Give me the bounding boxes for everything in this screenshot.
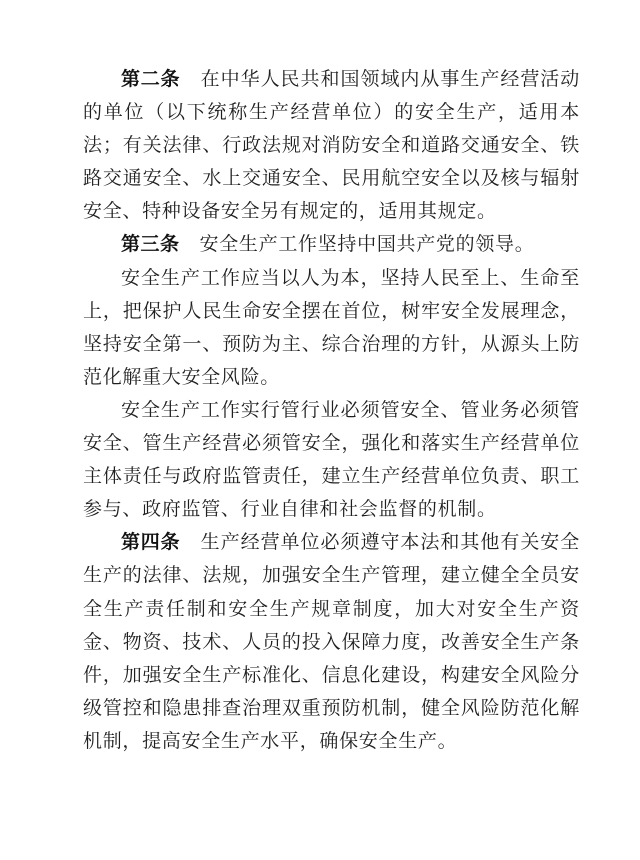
article-number: 第四条 — [121, 531, 181, 554]
article-number: 第三条 — [121, 233, 180, 256]
paragraph-text: 安全生产工作应当以人为本，坚持人民至上、生命至上，把保护人民生命安全摆在首位，树牢安全发展理念，坚持安全第一、预防为主、综合治理的方针，从源头上防范化解重大安全风险。 — [83, 266, 580, 388]
article-2-paragraph — [83, 63, 580, 228]
article-4-paragraph — [83, 526, 580, 758]
article-text: 在中华人民共和国领域内从事生产经营活动的单位（以下统称生产经营单位）的安全生产，适用本法；有关法律、行政法规对消防安全和道路交通安全、铁路交通安全、水上交通安全、民用航空安全以及核与辐射安全、特种设备安全另有规定的，适用其规定。 — [83, 68, 580, 223]
article-number: 第二条 — [121, 68, 181, 90]
document-body — [83, 63, 580, 758]
article-3-paragraph — [83, 228, 580, 261]
article-text: 安全生产工作坚持中国共产党的领导。 — [199, 233, 535, 256]
body-paragraph — [83, 262, 580, 394]
article-text: 生产经营单位必须遵守本法和其他有关安全生产的法律、法规，加强安全生产管理，建立健全全员安全生产责任制和安全生产规章制度，加大对安全生产资金、物资、技术、人员的投入保障力度，改善安全生产条件，加强安全生产标准化、信息化建设，构建安全风险分级管控和隐患排查治理双重预防机制，健全风险防范化解机制，提高安全生产水平，确保安全生产。 — [83, 531, 580, 752]
body-paragraph — [83, 394, 580, 526]
paragraph-text: 安全生产工作实行管行业必须管安全、管业务必须管安全、管生产经营必须管安全，强化和落实生产经营单位主体责任与政府监管责任，建立生产经营单位负责、职工参与、政府监管、行业自律和社会监督的机制。 — [83, 398, 580, 521]
